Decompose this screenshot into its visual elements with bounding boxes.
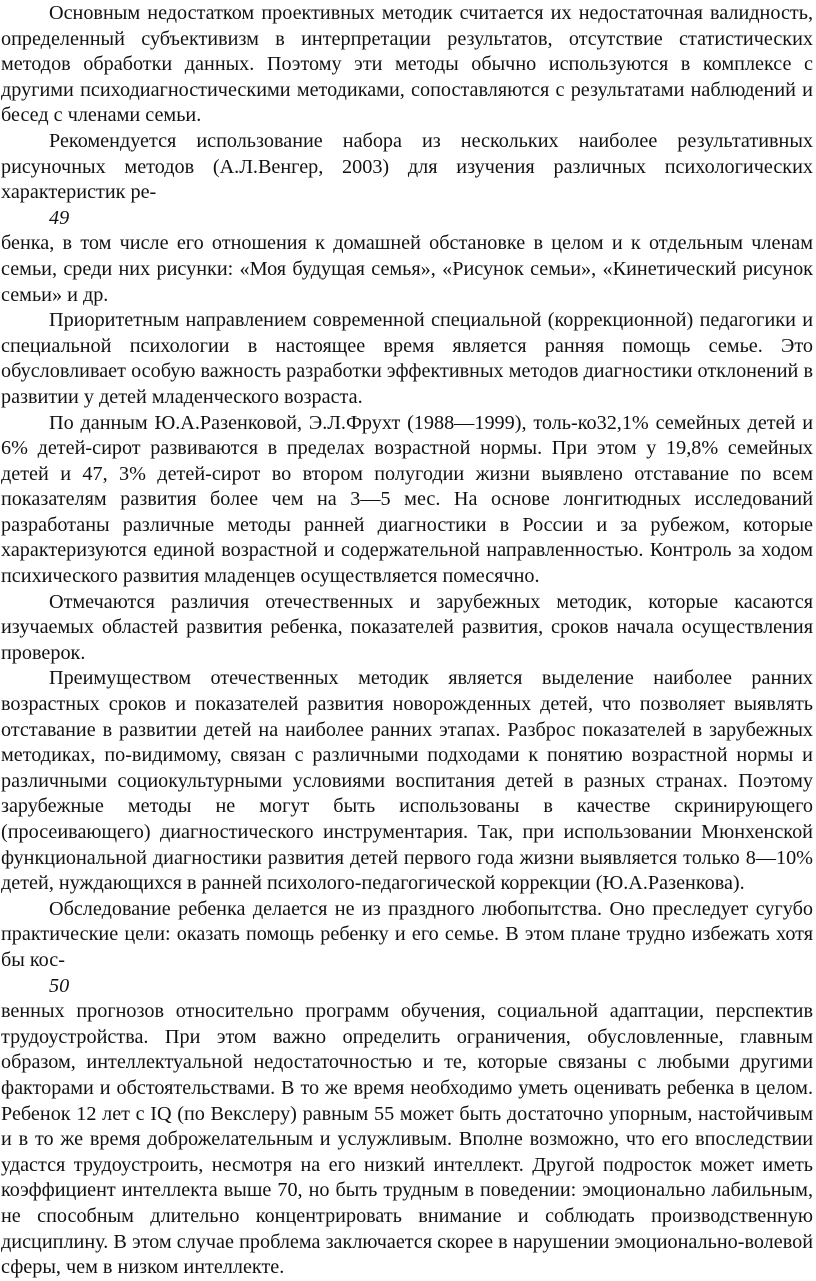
paragraph-examination-purpose: Обследование ребенка делается не из праздного любопытства. Оно преследует сугубо практические цели: оказать помощь ребенку и его семье. В этом плане трудно избежать хотя бы кос-: [1, 897, 813, 971]
paragraph-continuation-family-drawings: бенка, в том числе его отношения к домашней обстановке в целом и к отдельным членам семьи, среди них рисунки: «Моя будущая семья», «Рисунок семьи», «Кинетический рисунок семьи» и др.: [1, 232, 813, 306]
paragraph-drawing-methods-recommendation: Рекомендуется использование набора из нескольких наиболее результативных рисуночных методов (А.Л.Венгер, 2003) для изучения различных психологических характеристик ре-: [1, 129, 813, 204]
paragraph-projective-methods-drawbacks: Основным недостатком проективных методик считается их недостаточная валидность, определенный субъективизм в интерпретации результатов, отсутствие статистических методов обработки данных. Поэтому эти методы обычно используются в комплексе с другими психодиагностическими методиками, сопоставляются с результатами наблюдений и бесед с членами семьи.: [1, 2, 813, 127]
paragraph-domestic-methods-advantage: Преимуществом отечественных методик является выделение наиболее ранних возрастных сроков и показателей развития новорожденных детей, что позволяет выявлять отставание в развитии детей на наиболее ранних этапах. Разброс показателей в зарубежных методиках, по-видимому, связан с различными подходами к понятию возрастной нормы и различными социокультурными условиями воспитания детей в разных странах. Поэтому зарубежные методы не могут быть использованы в качестве скринирующего (просеивающего) диагностического инструментария. Так, при использовании Мюнхенской функциональной диагностики развития детей первого года жизни выявляется только 8—10% детей, нуждающихся в ранней психолого-педагогической коррекции (Ю.А.Разенкова).: [1, 667, 813, 895]
paragraph-continuation-prognoses: венных прогнозов относительно программ обучения, социальной адаптации, перспектив трудоустройства. При этом важно определить ограничения, обусловленные, главным образом, интеллектуальной недостаточностью и те, которые связаны с любыми другими факторами и обстоятельствами. В то же время необходимо уметь оценивать ребенка в целом. Ребенок 12 лет с IQ (по Векслеру) равным 55 может быть достаточно упорным, настойчивым и в то же время доброжелательным и услужливым. Вполне возможно, что его впоследствии удастся трудоустроить, несмотря на его низкий интеллект. Другой подросток может иметь коэффициент интеллекта выше 70, но быть трудным в поведении: эмоционально лабильным, не способным длительно концентрировать внимание и соблюдать производственную дисциплину. В этом случае проблема заключается скорее в нарушении эмоционально-волевой сферы, чем в низком интеллекте.: [1, 1000, 813, 1279]
page-number-50: 50: [49, 974, 70, 997]
paragraph-methods-differences: Отмечаются различия отечественных и зарубежных методик, которые касаются изучаемых областей развития ребенка, показателей развития, сроков начала осуществления проверок.: [1, 590, 813, 664]
paragraph-razenkova-statistics: По данным Ю.А.Разенковой, Э.Л.Фрухт (1988—1999), толь-ко32,1% семейных детей и 6% детей-сирот развиваются в пределах возрастной нормы. При этом у 19,8% семейных детей и 47, 3% детей-сирот во втором полугодии жизни выявлено отставание по всем показателям развития более чем на 3—5 мес. На основе лонгитюдных исследований разработаны различные методы ранней диагностики в России и за рубежом, которые характеризуются единой возрастной и содержательной направленностью. Контроль за ходом психического развития младенцев осуществляется помесячно.: [1, 411, 813, 588]
paragraph-early-family-help: Приоритетным направлением современной специальной (коррекционной) педагогики и специальной психологии в настоящее время является ранняя помощь семье. Это обусловливает особую важность разработки эффективных методов диагностики отклонений в развитии у детей младенческого возраста.: [1, 309, 813, 408]
page-number-49: 49: [49, 206, 70, 229]
